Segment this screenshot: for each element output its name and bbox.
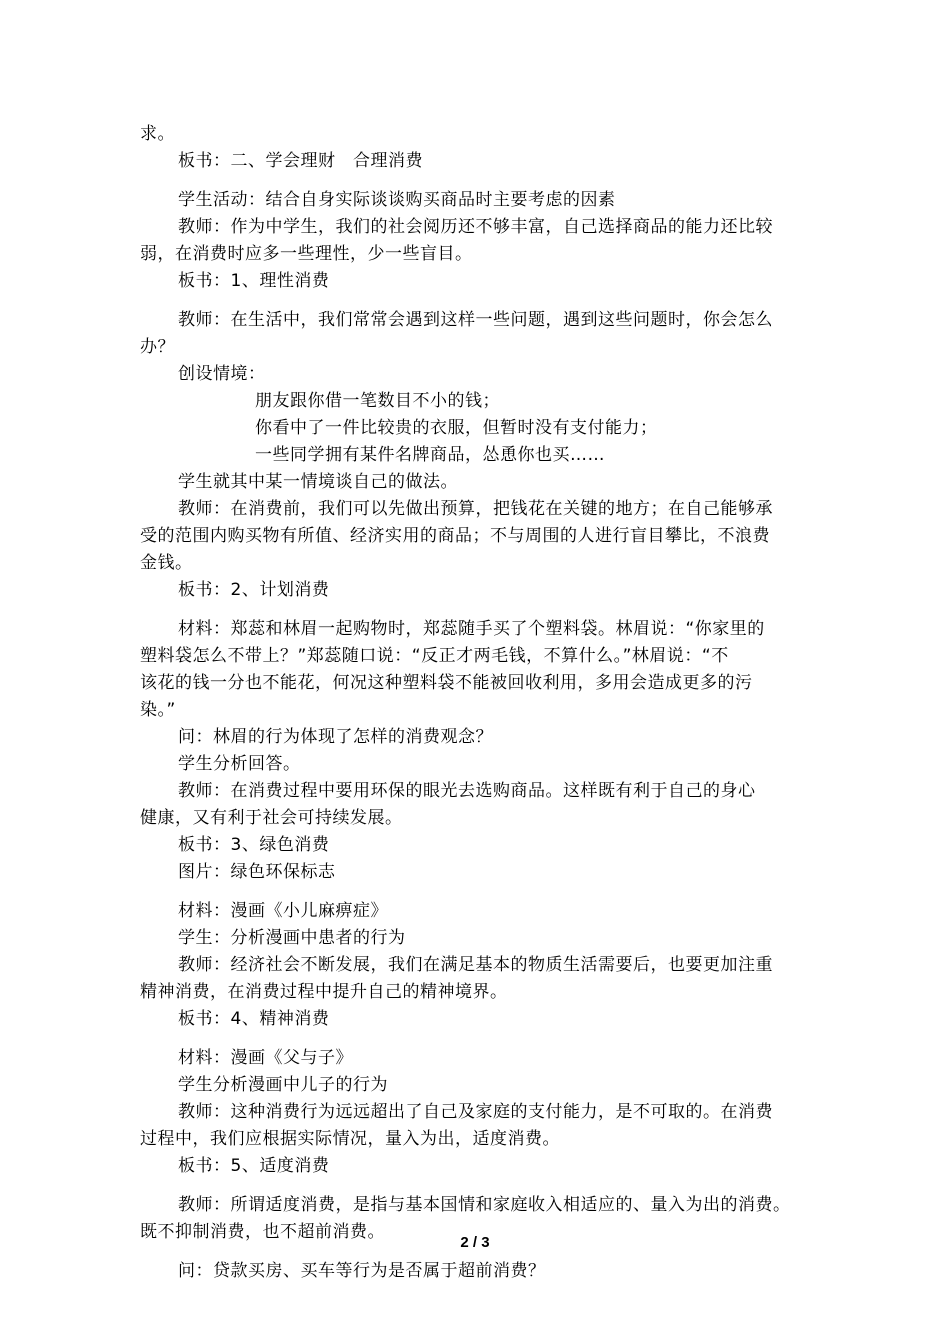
text-line: 学生分析回答。: [178, 754, 301, 774]
text-line: 教师：在消费前，我们可以先做出预算，把钱花在关键的地方；在自己能够承: [178, 499, 773, 519]
text-line: 过程中，我们应根据实际情况，量入为出，适度消费。: [140, 1129, 560, 1149]
text-line: 金钱。: [140, 553, 193, 573]
scenario-item: 你看中了一件比较贵的衣服，但暂时没有支付能力；: [255, 418, 658, 438]
board-heading: 板书：1、理性消费: [178, 271, 330, 291]
text-line: 教师：这种消费行为远远超出了自己及家庭的支付能力，是不可取的。在消费: [178, 1102, 773, 1122]
text-line: 精神消费，在消费过程中提升自己的精神境界。: [140, 982, 508, 1002]
board-heading: 板书：4、精神消费: [178, 1009, 330, 1029]
text-line: 材料：郑蕊和林眉一起购物时，郑蕊随手买了个塑料袋。林眉说：“你家里的: [178, 619, 765, 639]
text-line: 材料：漫画《父与子》: [178, 1048, 353, 1068]
board-heading: 板书：2、计划消费: [178, 580, 330, 600]
text-line: 染。”: [140, 700, 176, 720]
document-body: [140, 121, 820, 1285]
text-line: 图片：绿色环保标志: [178, 862, 336, 882]
text-line: 学生就其中某一情境谈自己的做法。: [178, 472, 458, 492]
scenario-item: 朋友跟你借一笔数目不小的钱；: [255, 391, 500, 411]
text-line: 既不抑制消费，也不超前消费。: [140, 1222, 385, 1242]
text-line: 学生：分析漫画中患者的行为: [178, 928, 406, 948]
text-line: 问：贷款买房、买车等行为是否属于超前消费？: [178, 1261, 546, 1281]
text-line: 健康，又有利于社会可持续发展。: [140, 808, 403, 828]
text-line: 求。: [140, 124, 175, 144]
text-line: 教师：在消费过程中要用环保的眼光去选购商品。这样既有利于自己的身心: [178, 781, 756, 801]
text-line: 教师：经济社会不断发展，我们在满足基本的物质生活需要后，也要更加注重: [178, 955, 773, 975]
text-line: 受的范围内购买物有所值、经济实用的商品；不与周围的人进行盲目攀比，不浪费: [140, 526, 770, 546]
scenario-item: 一些同学拥有某件名牌商品，怂恿你也买……: [255, 445, 605, 465]
text-line: 学生活动：结合自身实际谈谈购买商品时主要考虑的因素: [178, 190, 616, 210]
board-heading: 板书：5、适度消费: [178, 1156, 330, 1176]
text-line: 学生分析漫画中儿子的行为: [178, 1075, 388, 1095]
page-number: 2 / 3: [460, 1234, 490, 1251]
text-line: 塑料袋怎么不带上？”郑蕊随口说：“反正才两毛钱，不算什么。”林眉说：“不: [140, 646, 729, 666]
text-line: 弱，在消费时应多一些理性，少一些盲目。: [140, 244, 473, 264]
text-line: 办？: [140, 337, 175, 357]
text-line: 教师：在生活中，我们常常会遇到这样一些问题，遇到这些问题时，你会怎么: [178, 310, 773, 330]
text-line: 问：林眉的行为体现了怎样的消费观念？: [178, 727, 493, 747]
text-line: 创设情境：: [178, 364, 266, 384]
text-line: 教师：所谓适度消费，是指与基本国情和家庭收入相适应的、量入为出的消费。: [178, 1195, 791, 1215]
text-line: 该花的钱一分也不能花，何况这种塑料袋不能被回收利用，多用会造成更多的污: [140, 673, 753, 693]
text-line: 材料：漫画《小儿麻痹症》: [178, 901, 388, 921]
board-heading: 板书：3、绿色消费: [178, 835, 330, 855]
board-heading: 板书：二、学会理财 合理消费: [178, 151, 423, 171]
text-line: 教师：作为中学生，我们的社会阅历还不够丰富，自己选择商品的能力还比较: [178, 217, 773, 237]
